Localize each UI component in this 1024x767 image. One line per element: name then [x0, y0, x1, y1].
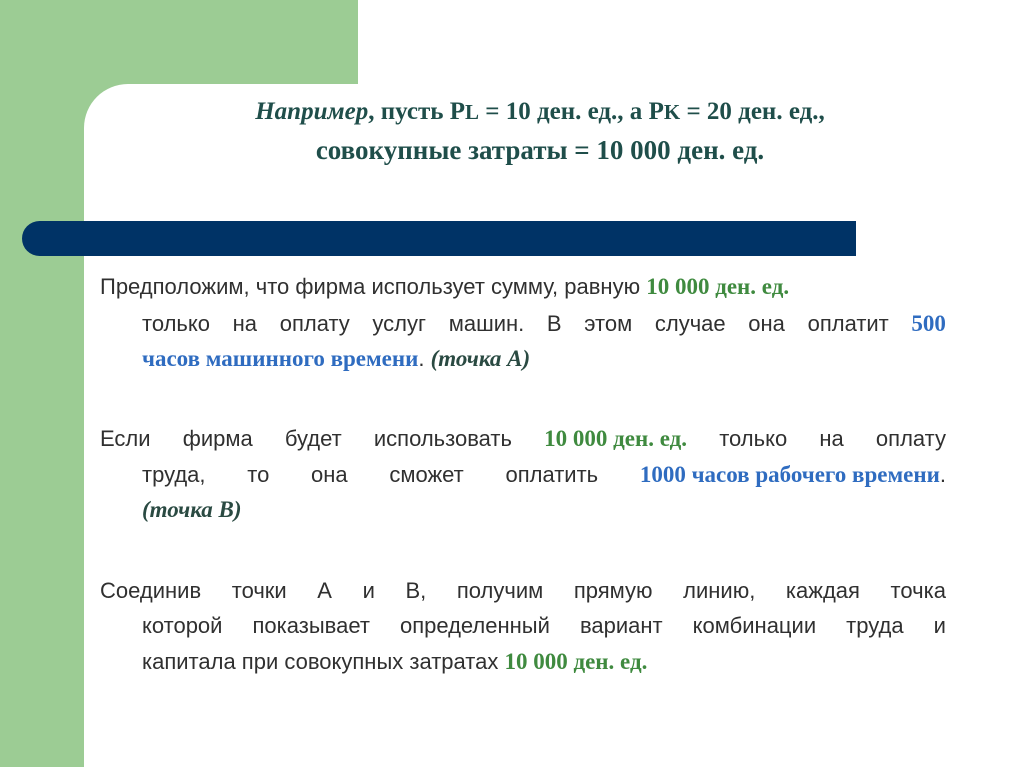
- para1-text: Предположим, что фирма использует сумму, равную: [100, 274, 647, 299]
- para2-word: только: [719, 426, 788, 451]
- para3-word: показывает: [252, 613, 370, 638]
- para3-word: и: [933, 613, 946, 638]
- para2-word: то: [247, 462, 270, 487]
- para2-word: будет: [284, 426, 342, 451]
- para1-word: случае: [654, 311, 726, 336]
- para3-word: каждая: [785, 578, 860, 603]
- para3-line2: [142, 609, 946, 643]
- para3-word: вариант: [579, 613, 663, 638]
- para3-word: труда: [846, 613, 904, 638]
- para1-line2: [142, 307, 946, 341]
- para1-word: только: [142, 311, 210, 336]
- para2-word: оплату: [875, 426, 946, 451]
- para1-line1: [100, 270, 789, 304]
- slide-title-line-2: совокупные затраты = 10 000 ден. ед.: [315, 135, 765, 165]
- para2-work-time: 1000 часов рабочего времени: [639, 462, 940, 487]
- para3-line3: [142, 645, 647, 679]
- para1-word: В: [546, 311, 562, 336]
- point-a-label: (точка А): [430, 346, 531, 371]
- para2-word: Если: [100, 426, 151, 451]
- para2-line1: [100, 422, 946, 456]
- para3-amount: 10 000 ден. ед.: [504, 649, 648, 674]
- para3-word: прямую: [573, 578, 653, 603]
- para1-line3: [142, 342, 530, 376]
- para3-word: линию,: [683, 578, 756, 603]
- para2-word: труда,: [142, 462, 206, 487]
- title-pl-prefix: P: [449, 98, 465, 125]
- left-band: [0, 84, 84, 767]
- para1-word: машин.: [448, 311, 525, 336]
- para3-word: В,: [405, 578, 427, 603]
- title-text: , пусть: [368, 98, 450, 125]
- para2-word: фирма: [182, 426, 253, 451]
- para3-word: А: [317, 578, 332, 603]
- para1-word: оплату: [279, 311, 350, 336]
- para3-text: капитала при совокупных затратах: [142, 649, 505, 674]
- title-pl-sub: L: [464, 100, 479, 124]
- para1-amount: 10 000 ден. ед.: [646, 274, 790, 299]
- para3-word: Соединив: [100, 578, 202, 603]
- para2-line2: [142, 458, 946, 492]
- para1-word: этом: [584, 311, 633, 336]
- title-pk-prefix: P: [648, 98, 664, 125]
- slide-title-line-1: [140, 98, 940, 126]
- para1-word: она: [748, 311, 785, 336]
- para1-word: оплатит: [807, 311, 889, 336]
- para3-word: точки: [231, 578, 287, 603]
- para1-hours: 500: [911, 311, 946, 336]
- para3-word: получим: [456, 578, 544, 603]
- title-divider-bar: [22, 221, 856, 256]
- para3-word: комбинации: [692, 613, 817, 638]
- para2-line3: [142, 493, 242, 527]
- para1-word: на: [232, 311, 258, 336]
- para2-word: использовать: [373, 426, 512, 451]
- para1-dot: .: [418, 346, 431, 371]
- para2-amount: 10 000 ден. ед.: [544, 426, 688, 451]
- para2-word: на: [819, 426, 844, 451]
- para2-word: она: [311, 462, 348, 487]
- para2-word: оплатить: [505, 462, 599, 487]
- title-pk-sub: K: [663, 100, 681, 124]
- para2-word: сможет: [389, 462, 464, 487]
- title-pk-rest: = 20 ден. ед.,: [680, 98, 825, 125]
- para3-line1: [100, 574, 946, 608]
- title-pl-rest: = 10 ден. ед., а: [479, 98, 649, 125]
- para2-dot: .: [939, 462, 946, 487]
- para3-word: и: [362, 578, 375, 603]
- para3-word: которой: [142, 613, 223, 638]
- title-italic-word: Например: [255, 98, 369, 125]
- para1-machine-time: часов машинного времени: [142, 346, 419, 371]
- para3-word: точка: [890, 578, 946, 603]
- point-b-label: (точка В): [142, 497, 242, 522]
- para1-word: услуг: [372, 311, 427, 336]
- para3-word: определенный: [399, 613, 550, 638]
